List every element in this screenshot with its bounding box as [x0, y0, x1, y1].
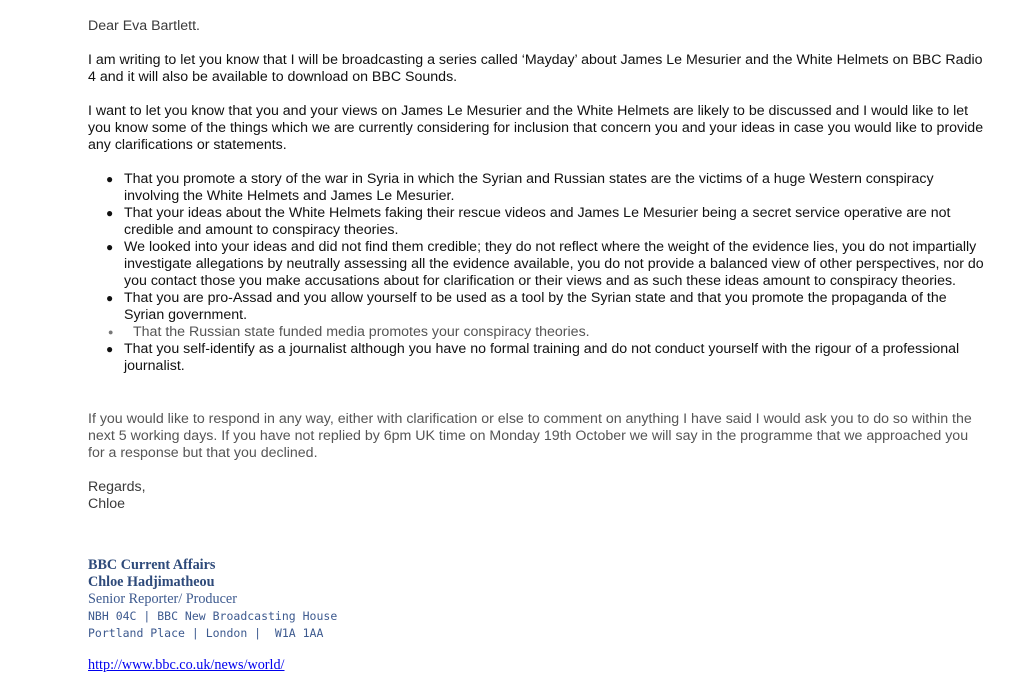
list-item-text: That your ideas about the White Helmets faking their rescue videos and James Le Mesurier being a secret service operative are not credible and amount to conspiracy theories. [124, 205, 951, 238]
signature-name: Chloe Hadjimatheou [88, 574, 215, 590]
bullet-icon: ● [106, 291, 114, 305]
context-paragraph: I want to let you know that you and your views on James Le Mesurier and the White Helmets are likely to be discussed and I would like to let you know some of the things which we are currently considering for inclusion that concern you and your ideas in case you would like to provide any clarifications or statements. [88, 103, 984, 153]
intro-paragraph: I am writing to let you know that I will be broadcasting a series called ‘Mayday’ about James Le Mesurier and the White Helmets on BBC Radio 4 and it will also be available to download on BBC Sounds. [88, 52, 983, 85]
list-item-text: That you promote a story of the war in Syria in which the Syrian and Russian states are the victims of a huge Western conspiracy involving the White Helmets and James Le Mesurier. [124, 171, 934, 204]
greeting: Dear Eva Bartlett. [88, 18, 200, 34]
signature-address-line2: Portland Place | London | W1A 1AA [88, 626, 324, 640]
signature-title: Senior Reporter/ Producer [88, 591, 237, 607]
bullet-icon: ● [106, 206, 114, 220]
signature-address-line1: NBH 04C | BBC New Broadcasting House [88, 609, 338, 623]
list-item-text: That you self-identify as a journalist although you have no formal training and do not conduct yourself with the rigour of a professional journalist. [124, 341, 960, 374]
list-item [88, 324, 988, 341]
list-item-text: We looked into your ideas and did not find them credible; they do not reflect where the weight of the evidence lies, you do not impartially investigate allegations by neutrally assessing all the evidence available, you do not provide a balanced view of other perspectives, nor do you contact those you make accusations about for clarification or their views and as such these ideas amount to conspiracy theories. [124, 239, 984, 289]
bullet-icon: ● [108, 327, 114, 337]
email-signature [88, 557, 688, 674]
bullet-icon: ● [106, 240, 114, 254]
website-link[interactable]: http://www.bbc.co.uk/news/world/ [88, 657, 285, 673]
closing-regards: Regards, [88, 479, 146, 495]
list-item [88, 171, 988, 205]
list-item [88, 239, 988, 290]
list-item [88, 341, 988, 375]
list-item [88, 205, 988, 239]
sender-first-name: Chloe [88, 496, 126, 512]
email-body [88, 18, 988, 513]
list-item-text: That you are pro-Assad and you allow yourself to be used as a tool by the Syrian state and that you promote the propaganda of the Syrian government. [124, 290, 947, 323]
bullet-icon: ● [106, 342, 114, 356]
list-item [88, 290, 988, 324]
list-item-text: That the Russian state funded media promotes your conspiracy theories. [133, 324, 590, 340]
response-paragraph: If you would like to respond in any way, either with clarification or else to comment on anything I have said I would ask you to do so within the next 5 working days. If you have not replied by 6pm UK time on Monday 19th October we will say in the programme that we approached you for a response but that you declined. [88, 411, 972, 461]
allegations-list [88, 171, 988, 375]
signature-department: BBC Current Affairs [88, 557, 216, 573]
bullet-icon: ● [106, 172, 114, 186]
